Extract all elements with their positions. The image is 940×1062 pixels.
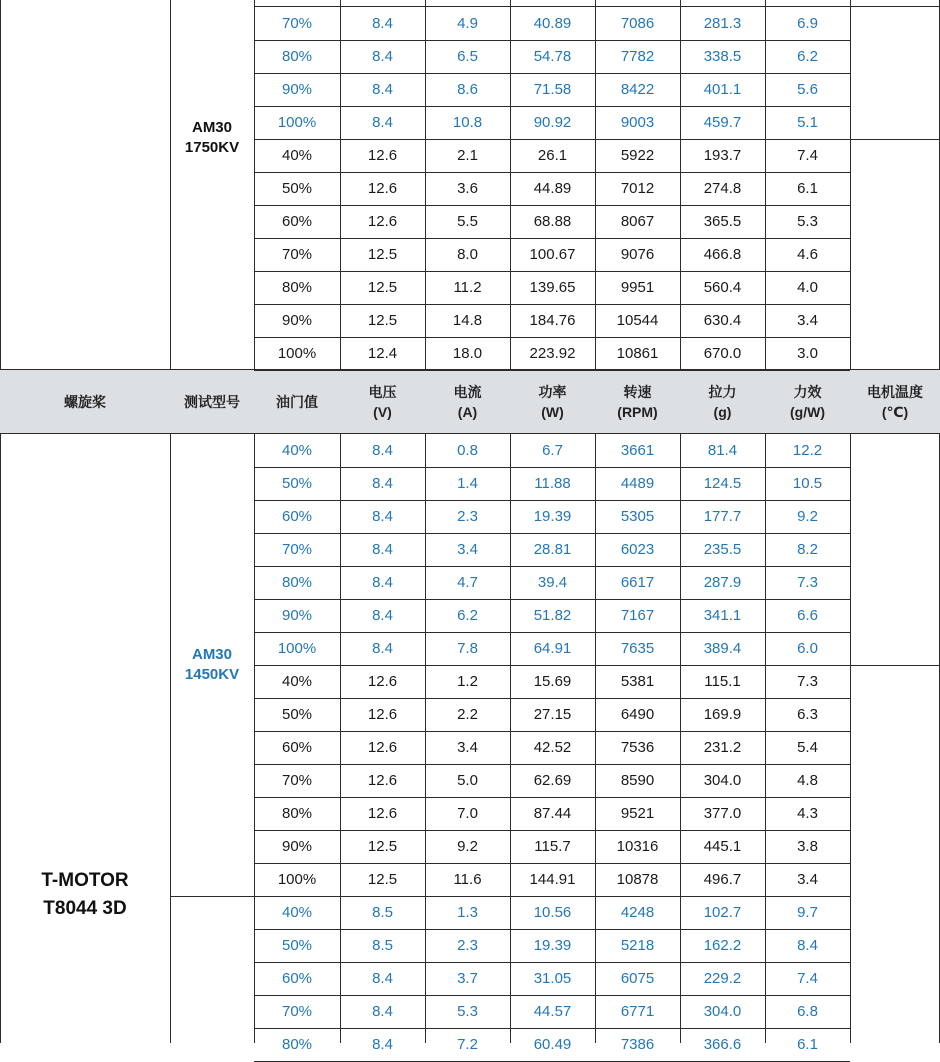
cell-current: 3.4 <box>457 739 478 756</box>
cell-eff: 7.3 <box>797 574 818 591</box>
cell-eff: 12.2 <box>792 442 823 459</box>
cell-power: 11.88 <box>534 475 571 492</box>
cell-current: 2.2 <box>457 706 478 723</box>
cell-thrust: 304.0 <box>703 772 742 789</box>
cell-thrust: 124.5 <box>703 475 742 492</box>
cell-power: 90.92 <box>533 114 572 131</box>
cell-voltage: 12.5 <box>367 312 398 329</box>
header-current: 电流 (A) <box>453 384 482 420</box>
cell-thrust: 560.4 <box>703 279 742 296</box>
model-label-am30-1450kv: AM30 1450KV <box>184 646 240 683</box>
cell-rpm: 7167 <box>620 607 655 624</box>
cell-current: 2.3 <box>457 937 478 954</box>
cell-rpm: 5305 <box>620 508 655 525</box>
cell-power: 40.89 <box>533 15 572 32</box>
cell-power: 71.58 <box>533 81 572 98</box>
cell-eff: 3.0 <box>797 345 818 362</box>
cell-throttle: 40% <box>281 904 313 921</box>
cell-rpm: 3661 <box>620 442 655 459</box>
cell-voltage: 12.6 <box>367 739 398 756</box>
cell-current: 11.2 <box>453 279 482 296</box>
cell-thrust: 231.2 <box>703 739 742 756</box>
cell-eff: 7.4 <box>797 970 818 987</box>
cell-rpm: 6490 <box>620 706 655 723</box>
cell-thrust: 102.7 <box>703 904 742 921</box>
cell-voltage: 8.4 <box>372 475 393 492</box>
column-divider <box>425 0 426 370</box>
column-divider <box>595 0 596 370</box>
cell-thrust: 169.9 <box>703 706 742 723</box>
column-divider <box>254 433 255 1043</box>
cell-current: 11.6 <box>453 871 482 888</box>
cell-thrust: 162.2 <box>703 937 742 954</box>
cell-thrust: 115.1 <box>704 673 741 690</box>
cell-throttle: 70% <box>281 772 313 789</box>
cell-eff: 6.8 <box>797 1003 818 1020</box>
cell-rpm: 7086 <box>620 15 655 32</box>
header-thrust: 拉力 (g) <box>708 384 737 420</box>
header-top-border <box>0 369 940 370</box>
cell-throttle: 60% <box>281 508 313 525</box>
cell-thrust: 274.8 <box>703 180 742 197</box>
cell-throttle: 40% <box>281 673 313 690</box>
cell-rpm: 10316 <box>616 838 659 855</box>
cell-current: 5.5 <box>457 213 478 230</box>
cell-power: 64.91 <box>533 640 572 657</box>
cell-throttle: 70% <box>281 1003 313 1020</box>
cell-thrust: 235.5 <box>703 541 742 558</box>
cell-voltage: 12.5 <box>367 279 398 296</box>
cell-rpm: 9003 <box>620 114 655 131</box>
cell-throttle: 70% <box>281 541 313 558</box>
column-divider <box>765 433 766 1043</box>
cell-throttle: 60% <box>281 970 313 987</box>
cell-power: 39.4 <box>537 574 568 591</box>
header-test-model: 测试型号 <box>184 394 240 410</box>
header-motor-temp: 电机温度 (℃) <box>867 384 923 420</box>
row-divider <box>850 665 940 666</box>
column-divider <box>170 433 171 1043</box>
cell-current: 7.8 <box>457 640 478 657</box>
cell-thrust: 81.4 <box>707 442 738 459</box>
cell-voltage: 8.4 <box>372 970 393 987</box>
cell-throttle: 100% <box>277 640 317 657</box>
cell-current: 1.4 <box>457 475 478 492</box>
cell-thrust: 466.8 <box>703 246 742 263</box>
cell-power: 51.82 <box>533 607 572 624</box>
cell-voltage: 8.4 <box>372 640 393 657</box>
column-divider <box>254 0 255 370</box>
cell-throttle: 70% <box>281 15 313 32</box>
cell-voltage: 12.6 <box>367 213 398 230</box>
column-divider <box>680 433 681 1043</box>
cell-current: 8.0 <box>457 246 478 263</box>
cell-current: 0.8 <box>457 442 478 459</box>
cell-throttle: 80% <box>281 48 313 65</box>
cell-voltage: 12.6 <box>367 180 398 197</box>
row-divider <box>254 370 850 371</box>
header-throttle: 油门值 <box>276 394 318 410</box>
cell-rpm: 4248 <box>620 904 655 921</box>
cell-current: 1.2 <box>457 673 478 690</box>
cell-throttle: 90% <box>281 838 313 855</box>
cell-power: 15.69 <box>533 673 572 690</box>
cell-voltage: 12.6 <box>367 147 398 164</box>
column-divider <box>510 433 511 1043</box>
header-efficiency: 力效 (g/W) <box>790 384 825 420</box>
cell-thrust: 287.9 <box>703 574 742 591</box>
cell-throttle: 60% <box>281 213 313 230</box>
cell-eff: 7.3 <box>797 673 818 690</box>
cell-rpm: 6023 <box>620 541 655 558</box>
cell-rpm: 7782 <box>620 48 655 65</box>
column-divider <box>425 433 426 1043</box>
cell-power: 10.56 <box>533 904 572 921</box>
cell-current: 1.3 <box>457 904 478 921</box>
cell-voltage: 12.6 <box>367 805 398 822</box>
column-divider <box>340 433 341 1043</box>
cell-voltage: 8.5 <box>372 904 393 921</box>
cell-throttle: 90% <box>281 607 313 624</box>
cell-throttle: 100% <box>277 871 317 888</box>
cell-power: 144.91 <box>529 871 576 888</box>
cell-thrust: 366.6 <box>703 1036 742 1053</box>
cell-eff: 4.8 <box>797 772 818 789</box>
cell-throttle: 50% <box>281 937 313 954</box>
cell-eff: 9.7 <box>797 904 818 921</box>
cell-voltage: 12.6 <box>367 706 398 723</box>
column-divider <box>170 0 171 370</box>
row-divider <box>850 139 940 140</box>
cell-voltage: 8.4 <box>372 607 393 624</box>
column-divider <box>0 433 1 1043</box>
table-header-row <box>0 370 940 433</box>
cell-voltage: 12.5 <box>367 246 398 263</box>
column-divider <box>850 0 851 370</box>
cell-thrust: 670.0 <box>703 345 742 362</box>
cell-throttle: 80% <box>281 1036 313 1053</box>
cell-eff: 6.1 <box>797 180 818 197</box>
column-divider <box>340 0 341 370</box>
cell-eff: 6.1 <box>797 1036 818 1053</box>
header-speed: 转速 (RPM) <box>617 384 658 420</box>
header-propeller: 螺旋桨 <box>64 394 106 410</box>
propeller-label: T-MOTOR T8044 3D <box>41 870 129 919</box>
cell-rpm: 10861 <box>616 345 659 362</box>
cell-rpm: 7386 <box>620 1036 655 1053</box>
cell-current: 9.2 <box>457 838 478 855</box>
cell-voltage: 8.4 <box>372 442 393 459</box>
cell-thrust: 445.1 <box>703 838 742 855</box>
cell-current: 4.9 <box>457 15 478 32</box>
cell-eff: 5.4 <box>797 739 818 756</box>
cell-voltage: 8.4 <box>372 48 393 65</box>
header-power: 功率 (W) <box>538 384 567 420</box>
cell-throttle: 100% <box>277 345 317 362</box>
cell-rpm: 8590 <box>620 772 655 789</box>
cell-throttle: 70% <box>281 246 313 263</box>
cell-eff: 6.3 <box>797 706 818 723</box>
cell-rpm: 4489 <box>620 475 655 492</box>
cell-power: 27.15 <box>533 706 572 723</box>
cell-rpm: 8067 <box>620 213 655 230</box>
cell-current: 18.0 <box>452 345 483 362</box>
cell-power: 19.39 <box>533 508 572 525</box>
cell-current: 3.4 <box>457 541 478 558</box>
cell-voltage: 12.5 <box>367 871 398 888</box>
header-voltage: 电压 (V) <box>368 384 397 420</box>
column-divider <box>680 0 681 370</box>
cell-thrust: 177.7 <box>703 508 742 525</box>
cell-thrust: 389.4 <box>703 640 742 657</box>
cell-thrust: 365.5 <box>703 213 742 230</box>
cell-eff: 3.4 <box>797 312 818 329</box>
cell-power: 42.52 <box>533 739 572 756</box>
cell-power: 100.67 <box>529 246 576 263</box>
cell-throttle: 90% <box>281 81 313 98</box>
cell-thrust: 377.0 <box>703 805 742 822</box>
cell-throttle: 40% <box>281 147 313 164</box>
cell-power: 115.7 <box>534 838 571 855</box>
cell-eff: 4.6 <box>797 246 818 263</box>
cell-throttle: 50% <box>281 475 313 492</box>
cell-throttle: 60% <box>281 739 313 756</box>
cell-voltage: 12.6 <box>367 673 398 690</box>
cell-thrust: 229.2 <box>703 970 742 987</box>
cell-rpm: 9951 <box>620 279 655 296</box>
cell-thrust: 401.1 <box>703 81 742 98</box>
cell-power: 62.69 <box>533 772 572 789</box>
cell-eff: 5.6 <box>797 81 818 98</box>
cell-voltage: 8.4 <box>372 1003 393 1020</box>
cell-thrust: 459.7 <box>703 114 742 131</box>
cell-voltage: 8.4 <box>372 114 393 131</box>
cell-eff: 4.0 <box>797 279 818 296</box>
cell-voltage: 8.4 <box>372 1036 393 1053</box>
row-divider <box>170 896 254 897</box>
row-divider <box>254 6 940 7</box>
cell-rpm: 7635 <box>620 640 655 657</box>
cell-current: 2.3 <box>457 508 478 525</box>
cell-voltage: 12.6 <box>367 772 398 789</box>
cell-rpm: 5218 <box>620 937 655 954</box>
cell-rpm: 8422 <box>620 81 655 98</box>
cell-thrust: 341.1 <box>703 607 742 624</box>
cell-power: 68.88 <box>533 213 572 230</box>
cell-current: 3.7 <box>457 970 478 987</box>
cell-power: 26.1 <box>537 147 568 164</box>
header-bottom-border <box>0 433 940 434</box>
cell-eff: 5.1 <box>797 114 818 131</box>
cell-throttle: 80% <box>281 279 313 296</box>
cell-rpm: 5922 <box>620 147 655 164</box>
cell-eff: 8.2 <box>797 541 818 558</box>
column-divider <box>850 433 851 1043</box>
cell-eff: 6.0 <box>797 640 818 657</box>
cell-throttle: 80% <box>281 805 313 822</box>
column-divider <box>0 0 1 370</box>
cell-current: 2.1 <box>457 147 478 164</box>
cell-voltage: 8.4 <box>372 541 393 558</box>
cell-power: 28.81 <box>533 541 572 558</box>
cell-power: 44.89 <box>533 180 572 197</box>
cell-eff: 9.2 <box>797 508 818 525</box>
cell-current: 7.0 <box>457 805 478 822</box>
cell-rpm: 6075 <box>620 970 655 987</box>
cell-eff: 3.4 <box>797 871 818 888</box>
cell-throttle: 100% <box>277 114 317 131</box>
cell-thrust: 496.7 <box>703 871 742 888</box>
cell-current: 6.2 <box>457 607 478 624</box>
cell-eff: 8.4 <box>797 937 818 954</box>
column-divider <box>510 0 511 370</box>
cell-power: 19.39 <box>533 937 572 954</box>
cell-voltage: 8.4 <box>372 574 393 591</box>
cell-current: 6.5 <box>457 48 478 65</box>
column-divider <box>595 433 596 1043</box>
cell-throttle: 90% <box>281 312 313 329</box>
cell-power: 31.05 <box>533 970 572 987</box>
cell-voltage: 8.4 <box>372 508 393 525</box>
cell-eff: 6.2 <box>797 48 818 65</box>
cell-thrust: 304.0 <box>703 1003 742 1020</box>
cell-thrust: 193.7 <box>703 147 742 164</box>
cell-power: 139.65 <box>529 279 576 296</box>
cell-voltage: 12.4 <box>367 345 398 362</box>
cell-eff: 5.3 <box>797 213 818 230</box>
cell-power: 60.49 <box>533 1036 572 1053</box>
cell-rpm: 5381 <box>620 673 655 690</box>
cell-eff: 10.5 <box>792 475 823 492</box>
cell-current: 5.0 <box>457 772 478 789</box>
cell-rpm: 7536 <box>620 739 655 756</box>
column-divider <box>765 0 766 370</box>
cell-throttle: 50% <box>281 706 313 723</box>
cell-thrust: 281.3 <box>703 15 742 32</box>
cell-eff: 3.8 <box>797 838 818 855</box>
cell-power: 54.78 <box>533 48 572 65</box>
cell-power: 184.76 <box>529 312 576 329</box>
cell-eff: 6.6 <box>797 607 818 624</box>
cell-current: 8.6 <box>457 81 478 98</box>
cell-voltage: 8.4 <box>372 81 393 98</box>
cell-eff: 7.4 <box>797 147 818 164</box>
cell-throttle: 80% <box>281 574 313 591</box>
cell-voltage: 12.5 <box>367 838 398 855</box>
cell-current: 5.3 <box>457 1003 478 1020</box>
cell-current: 10.8 <box>452 114 483 131</box>
cell-voltage: 8.4 <box>372 15 393 32</box>
cell-current: 14.8 <box>452 312 483 329</box>
cell-eff: 4.3 <box>797 805 818 822</box>
cell-rpm: 9076 <box>620 246 655 263</box>
cell-rpm: 6617 <box>620 574 655 591</box>
cell-thrust: 630.4 <box>703 312 742 329</box>
cell-thrust: 338.5 <box>703 48 742 65</box>
cell-throttle: 40% <box>281 442 313 459</box>
cell-rpm: 6771 <box>620 1003 655 1020</box>
cell-current: 7.2 <box>457 1036 478 1053</box>
cell-rpm: 10544 <box>616 312 659 329</box>
cell-power: 87.44 <box>533 805 572 822</box>
cell-rpm: 7012 <box>620 180 655 197</box>
cell-power: 44.57 <box>533 1003 572 1020</box>
cell-rpm: 10878 <box>616 871 659 888</box>
cell-power: 6.7 <box>542 442 563 459</box>
cell-eff: 6.9 <box>797 15 818 32</box>
model-label-am30-1750kv: AM30 1750KV <box>184 119 240 156</box>
cell-current: 4.7 <box>457 574 478 591</box>
cell-throttle: 50% <box>281 180 313 197</box>
cell-power: 223.92 <box>529 345 576 362</box>
cell-rpm: 9521 <box>620 805 655 822</box>
cell-voltage: 8.5 <box>372 937 393 954</box>
cell-current: 3.6 <box>457 180 478 197</box>
